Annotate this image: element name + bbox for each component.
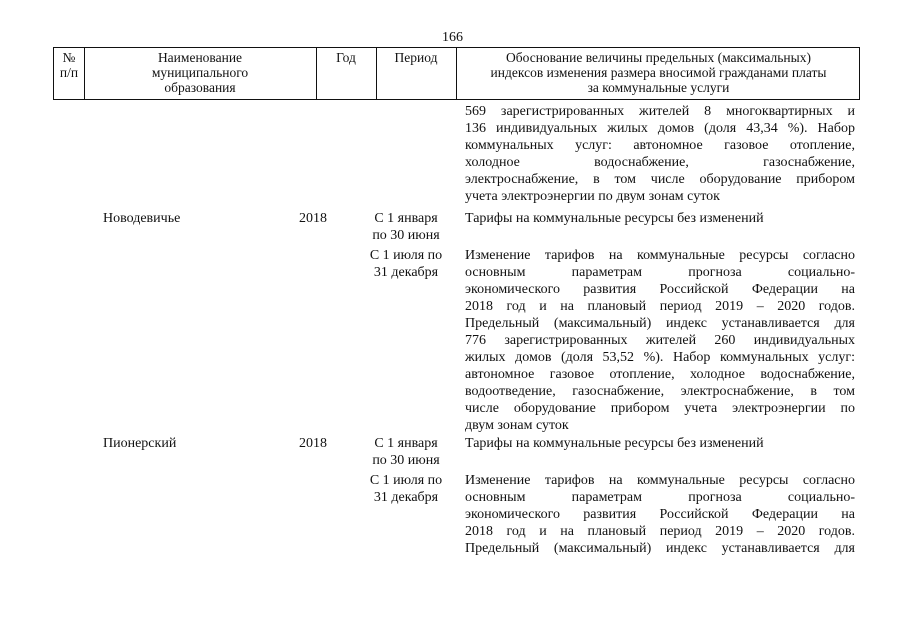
- header-year: Год: [336, 50, 356, 65]
- row-period-1: С 1 января по 30 июня: [372, 211, 440, 243]
- header-name: Наименование муниципального образования: [151, 50, 249, 95]
- row-year: 2018: [299, 436, 327, 451]
- header-period: Период: [394, 50, 438, 65]
- row-name: Пионерский: [103, 436, 177, 451]
- row-text-1: Тарифы на коммунальные ресурсы без изменений: [465, 436, 764, 451]
- row-period-2: С 1 июля по 31 декабря: [369, 473, 443, 505]
- row-text-2: Изменение тарифов на коммунальные ресурсы согласно основным параметрам прогноза социально- экономического развития Российской Федерации на 2018 год и на плановый период 2019 – 2020 годов. Предельный (максимальный) индекс устанавливается для 776 зарегистрированных жителей 260 индивидуальных жилых домов (доля 53,52 %). Набор коммунальных услуг: автономное газовое отопление, холодное водоснабжение, водоотведение, газоснабжение, электроснабжение, в том числе оборудование прибором учета электроэнергии по двум зонам суток: [465, 248, 855, 433]
- row-name: Новодевичье: [103, 211, 181, 226]
- header-num: № п/п: [59, 50, 79, 80]
- table-header: [53, 47, 860, 100]
- row-text-2: Изменение тарифов на коммунальные ресурсы согласно основным параметрам прогноза социально- экономического развития Российской Федерации на 2018 год и на плановый период 2019 – 2020 годов. Предельный (максимальный) индекс устанавливается для: [465, 473, 855, 556]
- row-year: 2018: [299, 211, 327, 226]
- row-period-2: С 1 июля по 31 декабря: [369, 248, 443, 280]
- row-period-1: С 1 января по 30 июня: [372, 436, 440, 468]
- header-justification: Обоснование величины предельных (максимальных) индексов изменения размера вносимой гражданами платы за коммунальные услуги: [490, 50, 827, 95]
- continuation-text: 569 зарегистрированных жителей 8 многоквартирных и 136 индивидуальных жилых домов (доля 43,34 %). Набор коммунальных услуг: автономное газовое отопление, холодное водоснабжение, газоснабжение, электроснабжение, в том числе оборудование прибором учета электроэнергии по двум зонам суток: [465, 104, 855, 204]
- row-text-1: Тарифы на коммунальные ресурсы без изменений: [465, 211, 764, 226]
- page-number: 166: [442, 30, 463, 45]
